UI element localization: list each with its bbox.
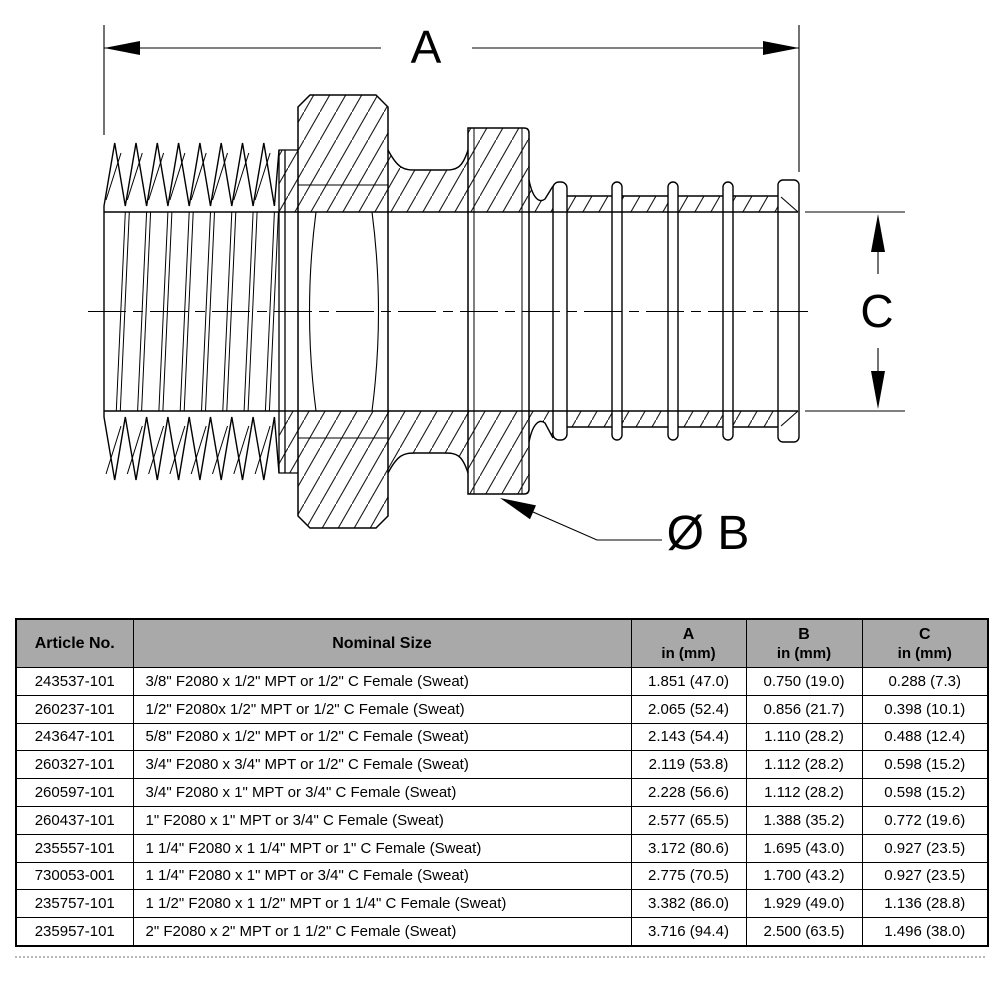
cell-article: 235757-101 [16,890,133,918]
cell-a: 3.716 (94.4) [631,918,746,946]
cell-nominal: 3/8" F2080 x 1/2" MPT or 1/2" C Female (Sweat) [133,668,631,696]
cell-c: 1.496 (38.0) [862,918,988,946]
dim-c-label: C [860,285,894,337]
cell-a: 2.065 (52.4) [631,695,746,723]
cell-a: 2.143 (54.4) [631,723,746,751]
cell-c: 0.598 (15.2) [862,751,988,779]
header-dim-c [862,619,988,668]
dim-b-label: Ø B [666,507,750,560]
cell-a: 3.382 (86.0) [631,890,746,918]
cell-nominal: 1/2" F2080x 1/2" MPT or 1/2" C Female (Sweat) [133,695,631,723]
cell-article: 260597-101 [16,779,133,807]
cell-c: 0.488 (12.4) [862,723,988,751]
table-row [16,806,988,834]
arrowhead-down [871,371,885,409]
cell-b: 0.750 (19.0) [746,668,862,696]
header-dim-a [631,619,746,668]
cell-c: 0.927 (23.5) [862,862,988,890]
cell-c: 0.288 (7.3) [862,668,988,696]
table-row [16,695,988,723]
table-body [16,668,988,946]
cell-article: 260327-101 [16,751,133,779]
table-row [16,779,988,807]
cell-nominal: 1 1/4" F2080 x 1" MPT or 3/4" C Female (Sweat) [133,862,631,890]
cell-nominal: 2" F2080 x 2" MPT or 1 1/2" C Female (Sweat) [133,918,631,946]
cell-article: 260237-101 [16,695,133,723]
header-dim-a-letter: A [682,625,695,643]
cell-a: 2.775 (70.5) [631,862,746,890]
table-row [16,834,988,862]
cell-b: 2.500 (63.5) [746,918,862,946]
cell-nominal: 1 1/4" F2080 x 1 1/4" MPT or 1" C Female (Sweat) [133,834,631,862]
cell-c: 1.136 (28.8) [862,890,988,918]
cell-c: 0.598 (15.2) [862,779,988,807]
table-row [16,890,988,918]
arrowhead-up [871,214,885,252]
table-row [16,918,988,946]
page-bottom-rule [15,956,985,958]
cell-a: 2.577 (65.5) [631,806,746,834]
dim-a-label: A [410,21,442,73]
cell-article: 243647-101 [16,723,133,751]
header-dim-b [746,619,862,668]
cell-article: 260437-101 [16,806,133,834]
table-row [16,751,988,779]
cell-nominal: 1" F2080 x 1" MPT or 3/4" C Female (Sweat) [133,806,631,834]
cell-b: 1.929 (49.0) [746,890,862,918]
header-dim-a-unit: in (mm) [661,644,716,662]
table-row [16,723,988,751]
cell-nominal: 3/4" F2080 x 1" MPT or 3/4" C Female (Sweat) [133,779,631,807]
dimension-c [805,212,905,411]
cell-b: 1.695 (43.0) [746,834,862,862]
cell-article: 243537-101 [16,668,133,696]
cell-a: 2.228 (56.6) [631,779,746,807]
cell-c: 0.927 (23.5) [862,834,988,862]
cell-b: 1.112 (28.2) [746,751,862,779]
dimension-b [500,498,749,560]
header-dim-c-letter: C [918,625,931,643]
dimension-a [104,21,799,172]
cell-c: 0.398 (10.1) [862,695,988,723]
cell-a: 1.851 (47.0) [631,668,746,696]
arrowhead-left [104,41,140,55]
cell-c: 0.772 (19.6) [862,806,988,834]
header-nominal-size: Nominal Size [133,619,631,668]
cell-nominal: 1 1/2" F2080 x 1 1/2" MPT or 1 1/4" C Female (Sweat) [133,890,631,918]
table-row [16,668,988,696]
cell-b: 1.110 (28.2) [746,723,862,751]
cell-a: 3.172 (80.6) [631,834,746,862]
header-dim-b-letter: B [798,625,810,643]
header-dim-b-unit: in (mm) [776,644,832,662]
cell-nominal: 5/8" F2080 x 1/2" MPT or 1/2" C Female (Sweat) [133,723,631,751]
cell-b: 1.388 (35.2) [746,806,862,834]
dimensions-table [15,618,989,947]
cell-nominal: 3/4" F2080 x 3/4" MPT or 1/2" C Female (Sweat) [133,751,631,779]
table-row [16,862,988,890]
cell-b: 1.112 (28.2) [746,779,862,807]
header-dim-c-unit: in (mm) [897,644,952,662]
cell-b: 0.856 (21.7) [746,695,862,723]
cell-article: 235957-101 [16,918,133,946]
header-article-no: Article No. [16,619,133,668]
cell-a: 2.119 (53.8) [631,751,746,779]
arrowhead-right [763,41,799,55]
arrowhead-leader [500,498,536,519]
cell-article: 730053-001 [16,862,133,890]
table-header [16,619,988,668]
cell-b: 1.700 (43.2) [746,862,862,890]
cell-article: 235557-101 [16,834,133,862]
